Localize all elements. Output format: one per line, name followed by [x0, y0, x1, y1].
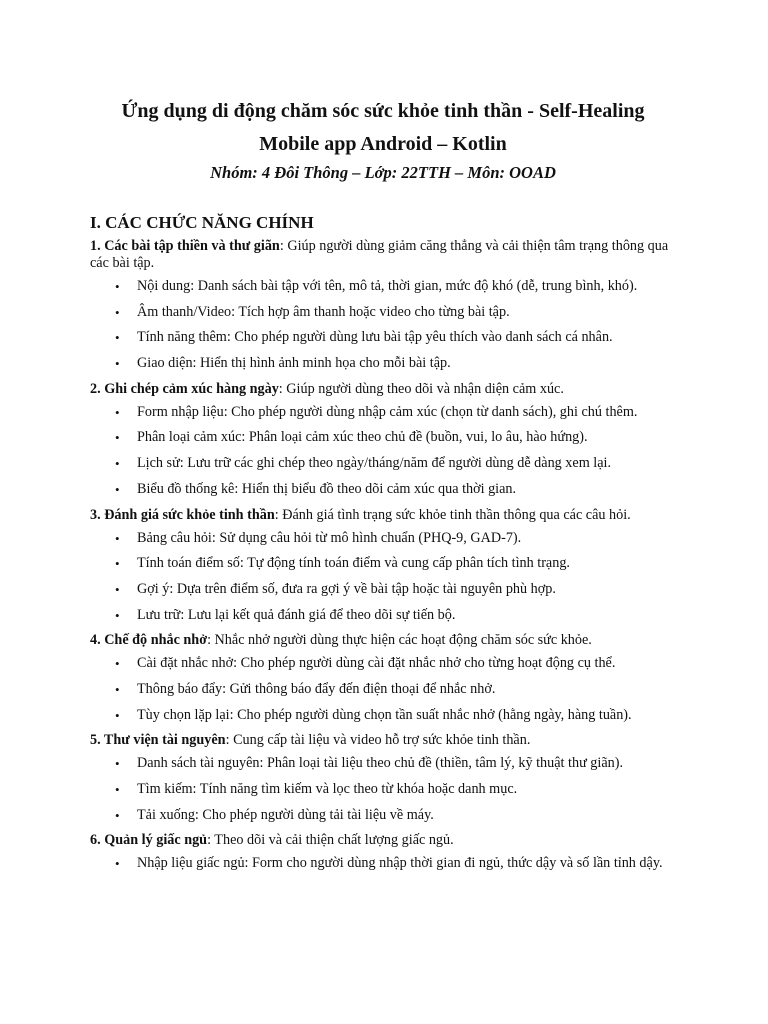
bullet-icon: • — [115, 707, 120, 723]
bullet-text: Thông báo đẩy: Gửi thông báo đẩy đến điện thoại để nhắc nhở. — [137, 680, 496, 697]
bullet-list-item — [90, 404, 676, 421]
section-heading: I. CÁC CHỨC NĂNG CHÍNH — [90, 213, 314, 232]
bullet-text: Lịch sử: Lưu trữ các ghi chép theo ngày/tháng/năm để người dùng dễ dàng xem lại. — [137, 455, 612, 472]
feature-item-description: : Giúp người dùng giảm căng thẳng và cải thiện tâm trạng thông qua các bài tập. — [90, 238, 669, 271]
bullet-text: Gợi ý: Dựa trên điểm số, đưa ra gợi ý về bài tập hoặc tài nguyên phù hợp. — [137, 580, 556, 597]
bullet-list-item — [90, 429, 676, 446]
feature-bullet-list — [90, 655, 676, 723]
bullet-list-item — [90, 681, 676, 698]
feature-item-heading — [90, 381, 676, 398]
bullet-list-item — [90, 581, 676, 598]
bullet-icon: • — [115, 530, 120, 546]
feature-item-description: : Giúp người dùng theo dõi và nhận diện cảm xúc. — [278, 380, 564, 397]
feature-item-description: : Nhắc nhở người dùng thực hiện các hoạt động chăm sóc sức khỏe. — [207, 632, 592, 649]
bullet-icon: • — [115, 807, 120, 823]
document-title-line-1: Ứng dụng di động chăm sóc sức khỏe tinh thần - Self-Healing — [121, 100, 645, 122]
bullet-list-item — [90, 755, 676, 772]
feature-item-heading — [90, 507, 676, 524]
bullet-text: Biểu đồ thống kê: Hiển thị biểu đồ theo dõi cảm xúc qua thời gian. — [137, 480, 517, 497]
bullet-text: Bảng câu hỏi: Sử dụng câu hỏi từ mô hình chuẩn (PHQ-9, GAD-7). — [137, 529, 522, 546]
bullet-list-item — [90, 655, 676, 672]
feature-item-heading — [90, 632, 676, 649]
bullet-list-item — [90, 855, 676, 872]
feature-list — [90, 238, 676, 872]
bullet-icon: • — [115, 681, 120, 697]
bullet-icon: • — [115, 782, 120, 797]
feature-item-title: 6. Quản lý giấc ngủ — [90, 832, 208, 849]
feature-bullet-list — [90, 530, 676, 624]
feature-item-description: : Theo dõi và cải thiện chất lượng giấc ngủ. — [207, 832, 454, 849]
bullet-text: Giao diện: Hiển thị hình ảnh minh họa cho mỗi bài tập. — [137, 355, 451, 372]
bullet-text: Tìm kiếm: Tính năng tìm kiếm và lọc theo từ khóa hoặc danh mục. — [137, 781, 518, 797]
bullet-text: Tùy chọn lặp lại: Cho phép người dùng chọn tần suất nhắc nhở (hằng ngày, hàng tuần). — [137, 706, 632, 723]
bullet-list-item — [90, 607, 676, 624]
feature-item-title: 4. Chế độ nhắc nhở — [90, 632, 208, 649]
bullet-icon: • — [115, 607, 120, 623]
feature-item-title: 5. Thư viện tài nguyên — [90, 732, 226, 749]
bullet-list-item — [90, 329, 676, 346]
bullet-text: Âm thanh/Video: Tích hợp âm thanh hoặc video cho từng bài tập. — [137, 303, 510, 320]
feature-item-title: 1. Các bài tập thiền và thư giãn — [90, 238, 280, 254]
feature-item-heading — [90, 732, 676, 749]
bullet-text: Nhập liệu giấc ngủ: Form cho người dùng nhập thời gian đi ngủ, thức dậy và số lần tỉnh dậy. — [137, 855, 663, 872]
bullet-icon: • — [115, 304, 120, 320]
bullet-icon: • — [115, 430, 120, 446]
bullet-list-item — [90, 278, 676, 295]
bullet-text: Nội dung: Danh sách bài tập với tên, mô tả, thời gian, mức độ khó (dễ, trung bình, khó). — [137, 278, 638, 294]
bullet-icon: • — [115, 856, 120, 872]
bullet-text: Danh sách tài nguyên: Phân loại tài liệu theo chủ đề (thiền, tâm lý, kỹ thuật thư giãn). — [137, 755, 624, 772]
bullet-list-item — [90, 481, 676, 498]
bullet-text: Cài đặt nhắc nhở: Cho phép người dùng cài đặt nhắc nhở cho từng hoạt động cụ thể. — [137, 655, 616, 672]
bullet-text: Phân loại cảm xúc: Phân loại cảm xúc theo chủ đề (buồn, vui, lo âu, hào hứng). — [137, 429, 588, 446]
feature-item-heading — [90, 832, 676, 849]
bullet-icon: • — [115, 330, 120, 346]
feature-item-heading — [90, 238, 676, 272]
bullet-list-item — [90, 455, 676, 472]
bullet-icon: • — [115, 481, 120, 497]
feature-item-description: : Đánh giá tình trạng sức khỏe tinh thần thông qua các câu hỏi. — [274, 506, 631, 523]
document-subtitle: Nhóm: 4 Đôi Thông – Lớp: 22TTH – Môn: OOAD — [210, 163, 556, 182]
bullet-list-item — [90, 530, 676, 547]
document-title-line-2: Mobile app Android – Kotlin — [259, 133, 507, 155]
bullet-icon: • — [115, 279, 120, 294]
bullet-icon: • — [115, 356, 120, 372]
feature-item-title: 2. Ghi chép cảm xúc hàng ngày — [90, 380, 279, 397]
bullet-list-item — [90, 555, 676, 572]
bullet-icon: • — [115, 756, 120, 772]
bullet-icon: • — [115, 404, 120, 420]
feature-bullet-list — [90, 404, 676, 498]
bullet-list-item — [90, 781, 676, 798]
bullet-text: Lưu trữ: Lưu lại kết quả đánh giá để theo dõi sự tiến bộ. — [137, 606, 456, 623]
bullet-text: Tính năng thêm: Cho phép người dùng lưu bài tập yêu thích vào danh sách cá nhân. — [137, 329, 613, 346]
feature-item-description: : Cung cấp tài liệu và video hỗ trợ sức khỏe tinh thần. — [225, 732, 531, 749]
bullet-list-item — [90, 355, 676, 372]
feature-bullet-list — [90, 755, 676, 823]
bullet-text: Form nhập liệu: Cho phép người dùng nhập cảm xúc (chọn từ danh sách), ghi chú thêm. — [137, 403, 638, 420]
bullet-list-item — [90, 807, 676, 824]
bullet-list-item — [90, 707, 676, 724]
feature-bullet-list — [90, 855, 676, 872]
feature-item-title: 3. Đánh giá sức khỏe tinh thần — [90, 506, 275, 523]
bullet-icon: • — [115, 581, 120, 597]
bullet-text: Tính toán điểm số: Tự động tính toán điểm và cung cấp phân tích tình trạng. — [137, 555, 570, 572]
bullet-icon: • — [115, 456, 120, 472]
feature-bullet-list — [90, 278, 676, 372]
bullet-icon: • — [115, 656, 120, 672]
bullet-text: Tải xuống: Cho phép người dùng tải tài liệu về máy. — [137, 806, 434, 823]
bullet-icon: • — [115, 556, 120, 572]
bullet-list-item — [90, 304, 676, 321]
